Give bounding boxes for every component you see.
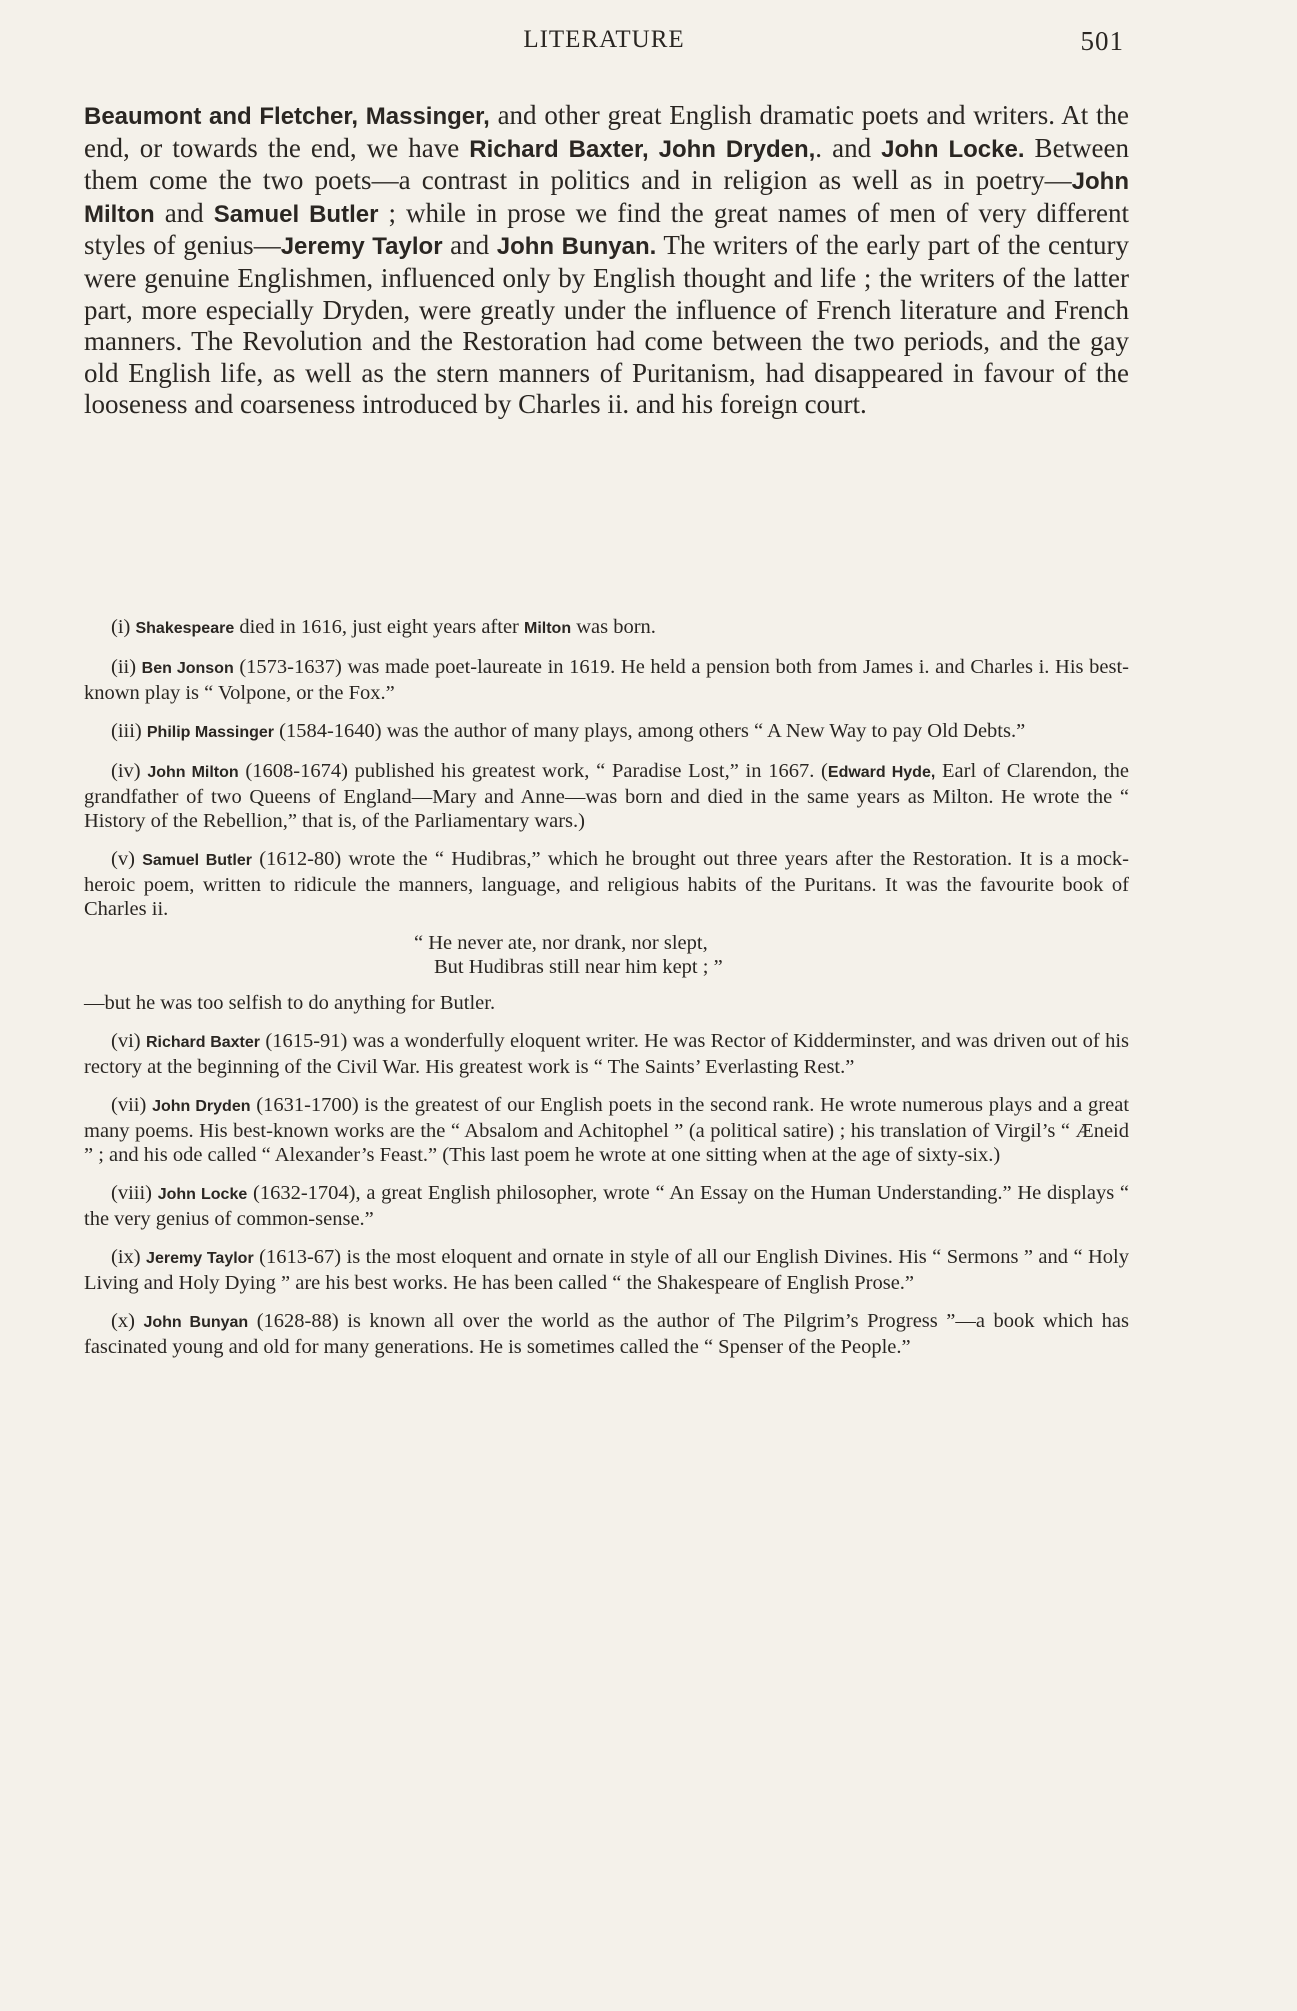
note-marker: (vii): [111, 1094, 153, 1116]
bold-names: Samuel Butler: [213, 200, 379, 228]
note-text: died in 1616, just eight years after: [234, 616, 524, 638]
note-name: Milton: [524, 620, 572, 637]
note-5-continuation: —but he was too selfish to do anything for Butler.: [84, 992, 496, 1014]
note-7: [84, 1093, 1129, 1167]
text-run: . and: [815, 132, 882, 163]
bold-names: Beaumont and Fletcher, Massinger,: [84, 103, 490, 130]
note-2: [84, 655, 1129, 705]
bold-names: John Locke.: [881, 135, 1025, 163]
footnotes: [84, 615, 1129, 1373]
note-5: [84, 847, 1129, 921]
note-9: [84, 1245, 1129, 1295]
note-name: Edward Hyde,: [827, 764, 936, 781]
page-title: LITERATURE: [523, 26, 685, 53]
main-paragraph: [84, 100, 1129, 421]
note-marker: (iii): [111, 720, 147, 742]
bold-names: John Bunyan.: [496, 233, 657, 261]
verse-line: But Hudibras still near him kept ; ”: [434, 956, 723, 978]
note-name: John Bunyan: [143, 1314, 249, 1331]
note-text: (1632-1704), a great English philosopher, wrote “ An Essay on the Human Understanding.” He displays “ the very genius of common-sense.”: [84, 1182, 1130, 1230]
note-marker: (x): [111, 1310, 144, 1332]
text-run: and other great English dramatic poets and writers. At the end, or towards the end, we have: [84, 100, 1129, 163]
note-text: (1628-88) is known all over the world as the author of The Pilgrim’s Progress ”—a book which has fascinated young and old for many generations. He is sometimes called the “ Spenser of the People.”: [84, 1310, 1129, 1358]
note-marker: (iv): [111, 760, 148, 782]
note-name: Shakespeare: [135, 620, 235, 637]
bold-names: Richard Baxter, John Dryden,: [469, 135, 816, 163]
note-marker: (vi): [111, 1030, 146, 1052]
note-name: Samuel Butler: [142, 852, 252, 869]
note-text: was born.: [571, 616, 656, 638]
page-number: 501: [1080, 26, 1124, 56]
verse-line: “ He never ate, nor drank, nor slept,: [414, 932, 708, 954]
note-name: Jeremy Taylor: [146, 1250, 254, 1267]
note-name: Richard Baxter: [145, 1034, 261, 1051]
note-text: (1615-91) was a wonderfully eloquent writer. He was Rector of Kidderminster, and was driven out of his rectory at the beginning of the Civil War. His greatest work is “ The Saints’ Everlasting Rest.”: [84, 1030, 1129, 1078]
note-text: (1573-1637) was made poet-laureate in 1619. He held a pension both from James i. and Charles i. His best-known play is “ Volpone, or the Fox.”: [84, 656, 1129, 704]
note-text: (1631-1700) is the greatest of our English poets in the second rank. He wrote numerous plays and a great many poems. His best-known works are the “ Absalom and Achitophel ” (a political satire) ; his translation of Virgil’s “ Æneid ” ; and his ode called “ Alexander’s Feast.” (This last poem he wrote at one sitting when at the age of sixty-six.): [84, 1094, 1130, 1166]
text-run: ; while in prose we find the great names of men of very different styles of genius—: [84, 197, 1129, 261]
text-run: Between them come the two poets—a contrast in politics and in religion as well as in poetry—: [84, 132, 1130, 196]
note-text: Earl of Clarendon, the grandfather of two Queens of England—Mary and Anne—was born and died in the same years as Milton. He wrote the “ History of the Rebellion,” that is, of the Parliamentary wars.): [84, 760, 1129, 832]
note-10: [84, 1309, 1129, 1359]
note-1: [84, 615, 1129, 641]
note-3: [84, 719, 1129, 745]
note-marker: (viii): [111, 1182, 158, 1204]
note-8: [84, 1181, 1129, 1231]
note-marker: (ix): [111, 1246, 147, 1268]
note-text: (1612-80) wrote the “ Hudibras,” which he brought out three years after the Restoration. It is a mock-heroic poem, written to ridicule the manners, language, and religious habits of the Puritans. It was the favourite book of Charles ii.: [84, 848, 1129, 920]
note-text: (1608-1674) published his greatest work, “ Paradise Lost,” in 1667. (: [238, 760, 828, 782]
text-run: and: [442, 230, 497, 261]
note-name: John Dryden: [152, 1098, 251, 1115]
note-name: John Milton: [147, 764, 239, 781]
text-run: The writers of the early part of the century were genuine Englishmen, influenced only by English thought and life ; the writers of the latter part, more especially Dryden, were greatly under the influence of French literature and French manners. The Revolution and the Restoration had come between the two periods, and the gay old English life, as well as the stern manners of Puritanism, had disappeared in favour of the looseness and coarseness introduced by Charles ii. and his foreign court.: [84, 230, 1130, 420]
verse-quote: [414, 931, 1129, 979]
note-text: (1613-67) is the most eloquent and ornate in style of all our English Divines. His “ Sermons ” and “ Holy Living and Holy Dying ” are his best works. He has been called “ the Shakespeare of English Prose.”: [84, 1246, 1129, 1294]
note-marker: (i): [111, 616, 136, 638]
note-name: Philip Massinger: [146, 724, 275, 741]
bold-names: John Milton: [84, 168, 1129, 228]
note-6: [84, 1029, 1129, 1079]
note-text: (1584-1640) was the author of many plays, among others “ A New Way to pay Old Debts.”: [274, 720, 1026, 742]
bold-names: Jeremy Taylor: [280, 233, 443, 261]
note-marker: (v): [111, 848, 143, 870]
note-name: John Locke: [157, 1186, 248, 1203]
note-name: Ben Jonson: [141, 660, 234, 677]
note-4: [84, 759, 1129, 833]
note-marker: (ii): [111, 656, 142, 678]
running-head: [84, 26, 1124, 66]
text-run: and: [154, 197, 214, 228]
